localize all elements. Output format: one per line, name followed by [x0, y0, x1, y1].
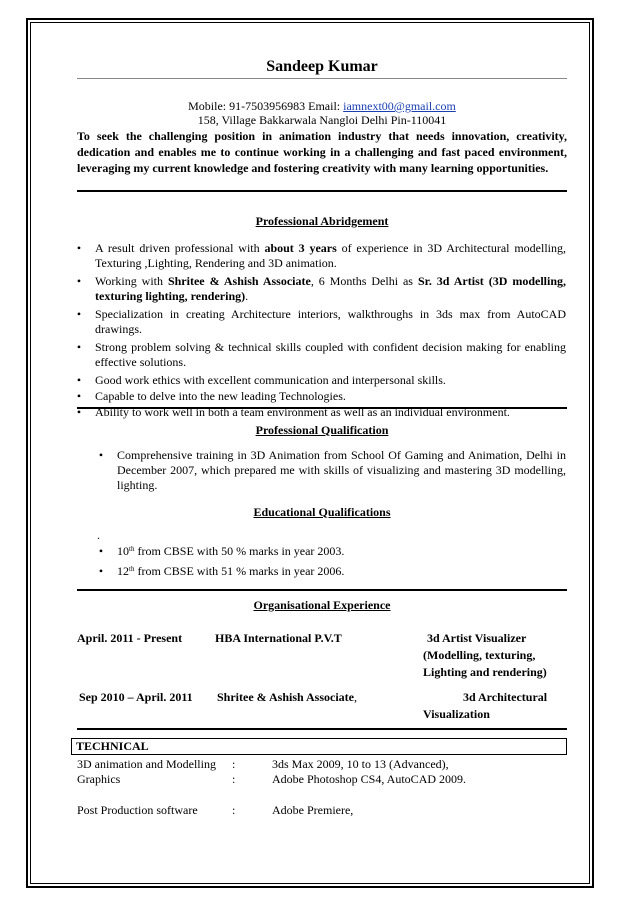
technical-value: 3ds Max 2009, 10 to 13 (Advanced), [272, 757, 449, 771]
list-item: • Comprehensive training in 3D Animation from School Of Gaming and Animation, Delhi in December 2007, which prepared me with skills of visualizing and mastering 3D modelling, lighting. [98, 448, 566, 492]
bullet-icon: • [98, 448, 104, 462]
technical-label: Post Production software [77, 803, 198, 817]
technical-value: Adobe Photoshop CS4, AutoCAD 2009. [272, 772, 467, 786]
name-divider [77, 78, 567, 79]
bullet-icon: • [76, 389, 82, 403]
bullet-icon: • [76, 340, 82, 354]
section-heading-organisational-experience: Organisational Experience [253, 598, 391, 612]
section-heading-abridgement: Professional Abridgement [255, 214, 389, 228]
list-item: • Working with Shritee & Ashish Associate, 6 Months Delhi as Sr. 3d Artist (3D modelling, texturing lighting, rendering). [76, 274, 566, 303]
technical-value: Adobe Premiere, [272, 803, 354, 817]
list-item: • 10th from CBSE with 50 % marks in year 2003. [98, 544, 345, 558]
list-item: • Ability to work well in both a team environment as well as an individual environment. [76, 405, 510, 419]
section-divider [77, 728, 567, 730]
list-item: • Capable to delve into the new leading Technologies. [76, 389, 346, 403]
mobile-email-label: Mobile: 91-7503956983 Email: [188, 99, 344, 113]
address-line: 158, Village Bakkarwala Nangloi Delhi Pin-110041 [197, 113, 447, 127]
experience-period: Sep 2010 – April. 2011 [79, 690, 193, 704]
contact-line [77, 99, 567, 114]
bullet-icon: • [98, 564, 104, 578]
technical-heading-box: TECHNICAL [71, 738, 567, 755]
experience-company: Shritee & Ashish Associate, [217, 690, 358, 704]
section-heading-professional-qualification: Professional Qualification [255, 423, 389, 437]
candidate-name: Sandeep Kumar [266, 58, 378, 75]
list-item: • Good work ethics with excellent communication and interpersonal skills. [76, 373, 446, 387]
technical-separator: : [232, 803, 236, 817]
list-item: • A result driven professional with about 3 years of experience in 3D Architectural modelling, Texturing ,Lighting, Rendering and 3D animation. [76, 241, 566, 270]
professional-qualification-list [98, 448, 566, 496]
technical-label: 3D animation and Modelling [77, 757, 216, 771]
technical-label: Graphics [77, 772, 121, 786]
bullet-icon: • [76, 405, 82, 419]
bullet-icon: • [76, 373, 82, 387]
educational-qualifications-list [98, 544, 566, 582]
section-divider [77, 589, 567, 591]
technical-separator: : [232, 772, 236, 786]
list-item: • Strong problem solving & technical skills coupled with confident decision making for enabling effective solutions. [76, 340, 566, 369]
experience-role: 3d Artist Visualizer (Modelling, texturing, Lighting and rendering) [423, 631, 547, 679]
list-item: • 12th from CBSE with 51 % marks in year 2006. [98, 564, 345, 578]
bullet-icon: • [76, 307, 82, 321]
stray-dot: . [97, 528, 100, 542]
technical-separator: : [232, 757, 236, 771]
section-divider [77, 190, 567, 192]
list-item: • Specialization in creating Architecture interiors, walkthroughs in 3ds max from AutoCAD drawings. [76, 307, 566, 336]
bullet-icon: • [98, 544, 104, 558]
email-link[interactable]: iamnext00@gmail.com [343, 99, 456, 113]
objective-statement: To seek the challenging position in animation industry that needs innovation, creativity, dedication and enables me to continue working in a challenging and fast paced environment, leveraging my current knowledge and fostering creativity with many learning opportunities. [77, 129, 567, 175]
experience-period: April. 2011 - Present [77, 631, 183, 645]
experience-role: 3d Architectural Visualization [423, 690, 548, 721]
section-divider [77, 407, 567, 409]
section-heading-educational-qualifications: Educational Qualifications [253, 505, 391, 519]
experience-company: HBA International P.V.T [215, 631, 342, 645]
bullet-icon: • [76, 241, 82, 255]
bullet-icon: • [76, 274, 82, 288]
abridgement-list [76, 241, 566, 423]
